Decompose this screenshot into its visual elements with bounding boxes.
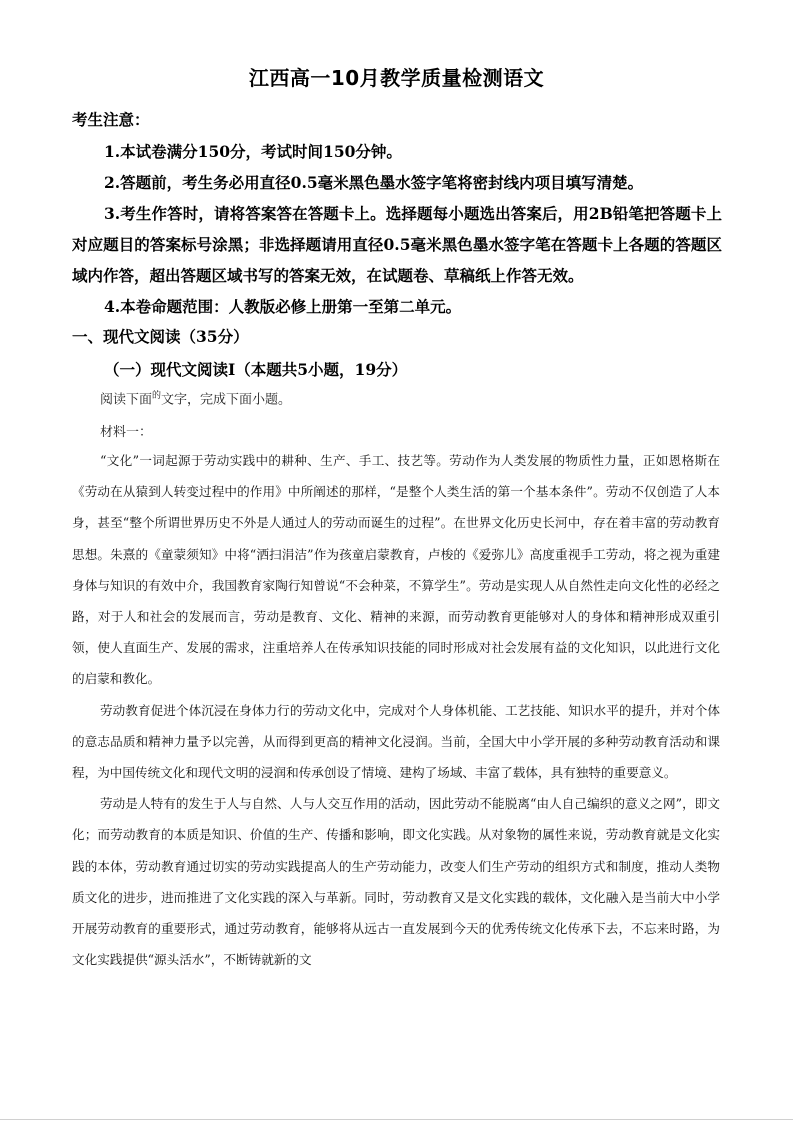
section-heading: 一、现代文阅读（35分） (72, 327, 249, 346)
notice-item: 2.答题前，考生务必用直径0.5毫米黑色墨水签字笔将密封线内项目填写清楚。 (104, 173, 644, 192)
passage-body (72, 445, 720, 975)
notice-item: 1.本试卷满分150分，考试时间150分钟。 (104, 142, 402, 161)
page-title: 江西高一10月教学质量检测语文 (248, 66, 545, 90)
instruction-after: 文字，完成下面小题。 (161, 392, 292, 408)
notice-label: 考生注意： (72, 110, 150, 129)
passage-paragraph: “文化”一词起源于劳动实践中的耕种、生产、手工、技艺等。劳动作为人类发展的物质性力量，正如恩格斯在《劳动在从猿到人转变过程中的作用》中所阐述的那样，“是整个人类生活的第一个基本条件”。劳动不仅创造了人本身，甚至“整个所谓世界历史不外是人通过人的劳动而诞生的过程”。在世界文化历史长河中，存在着丰富的劳动教育思想。朱熹的《童蒙须知》中将“洒扫涓洁”作为孩童启蒙教育，卢梭的《爱弥儿》高度重视手工劳动，将之视为重建身体与知识的有效中介，我国教育家陶行知曾说“不会种菜，不算学生”。劳动是实现人从自然性走向文化性的必经之路，对于人和社会的发展而言，劳动是教育、文化、精神的来源，而劳动教育更能够对人的身体和精神形成双重引领，使人直面生产、发展的需求，注重培养人在传承知识技能的同时形成对社会发展有益的文化知识，以此进行文化的启蒙和教化。 (72, 453, 720, 687)
notice-list (72, 136, 722, 322)
notice-item: 4.本卷命题范围：人教版必修上册第一至第二单元。 (104, 297, 462, 316)
passage-paragraph: 劳动是人特有的发生于人与自然、人与人交互作用的活动，因此劳动不能脱离“由人自己编织的意义之网”，即文化；而劳动教育的本质是知识、价值的生产、传播和影响，即文化实践。从对象物的属性来说，劳动教育就是文化实践的本体，劳动教育通过切实的劳动实践提高人的生产劳动能力，改变人们生产劳动的组织方式和制度，推动人类物质文化的进步，进而推进了文化实践的深入与革新。同时，劳动教育又是文化实践的载体，文化融入是当前大中小学开展劳动教育的重要形式，通过劳动教育，能够将从远古一直发展到今天的优秀传统文化传承下去，不忘来时路，为文化实践提供“源头活水”，不断铸就新的文 (72, 796, 720, 968)
subsection-heading: （一）现代文阅读Ⅰ（本题共5小题，19分） (104, 360, 408, 379)
passage-paragraph: 劳动教育促进个体沉浸在身体力行的劳动文化中，完成对个人身体机能、工艺技能、知识水平的提升，并对个体的意志品质和精神力量予以完善，从而得到更高的精神文化浸润。当前，全国大中小学开展的多种劳动教育活动和课程，为中国传统文化和现代文明的浸润和传承创设了情境、建构了场域、丰富了载体，具有独特的重要意义。 (72, 702, 720, 781)
reading-instruction (100, 388, 291, 407)
material-label: 材料一： (100, 425, 153, 440)
instruction-glyph: 的 (152, 391, 162, 401)
page-bottom-divider (0, 1119, 793, 1120)
instruction-before: 阅读下面 (100, 392, 153, 408)
notice-item: 3.考生作答时，请将答案答在答题卡上。选择题每小题选出答案后，用2B铅笔把答题卡上对应题目的答案标号涂黑；非选择题请用直径0.5毫米黑色墨水签字笔在答题卡上各题的答题区域内作答，超出答题区域书写的答案无效，在试题卷、草稿纸上作答无效。 (72, 204, 722, 285)
